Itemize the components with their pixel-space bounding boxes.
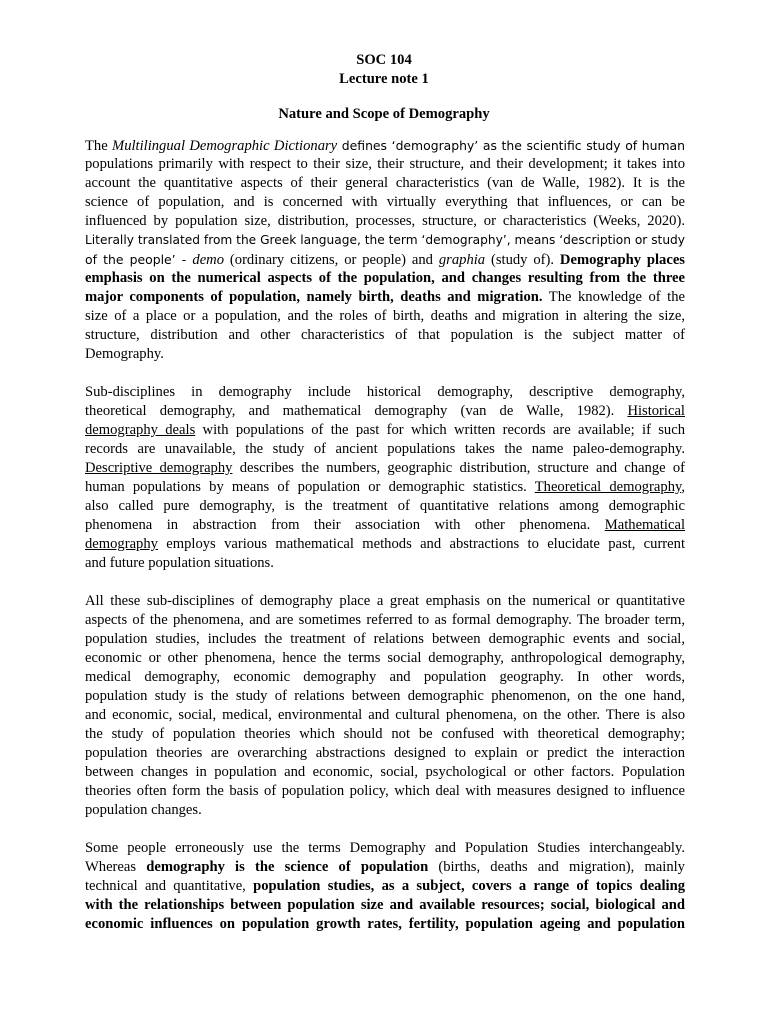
text-line: the study of population theories which should not be confused with theoretical demography;: [85, 726, 685, 742]
text-line: population studies, includes the treatment of relations between demographic events and social,: [85, 631, 685, 647]
text-line: economic or other phenomena, hence the terms social demography, anthropological demography,: [85, 650, 685, 666]
dictionary-title: Multilingual Demographic Dictionary: [112, 138, 338, 154]
text-line: account the quantitative aspects of their general characteristics (van de Walle, 1982). It is the: [85, 175, 685, 191]
paragraph-sub-disciplines: [85, 383, 685, 573]
text-line: emphasis on the numerical aspects of the population, and changes resulting from the three: [85, 270, 685, 286]
paragraph-formal-demography: [85, 592, 685, 820]
lecture-number: Lecture note 1: [339, 71, 429, 87]
text-line: All these sub-disciplines of demography place a great emphasis on the numerical or quantitative: [85, 593, 685, 609]
text-line: between changes in population and economic, social, psychological or other factors. Population: [85, 764, 685, 780]
text-line: phenomena in abstraction from their association with other phenomena. Mathematical: [85, 517, 685, 533]
text-line: population changes.: [85, 802, 202, 818]
text-line: science of population, and is concerned with virtually everything that influences, or can be: [85, 194, 685, 210]
paragraph-definition: [85, 136, 685, 364]
text-line: theoretical demography, and mathematical demography (van de Walle, 1982). Historical: [85, 403, 685, 419]
text-line: human populations by means of population or demographic statistics. Theoretical demography,: [85, 479, 685, 495]
text-line: medical demography, economic demography and population geography. In other words,: [85, 669, 685, 685]
text-line: and economic, social, medical, environmental and cultural phenomena, on the other. There is also: [85, 707, 685, 723]
text-line: Sub-disciplines in demography include historical demography, descriptive demography,: [85, 384, 685, 400]
text-line: economic influences on population growth rates, fertility, population ageing and population: [85, 916, 685, 932]
text-line: theories often form the basis of population policy, which deal with measures designed to influence: [85, 783, 685, 799]
text-line: records are unavailable, the study of ancient populations takes the name paleo-demography.: [85, 441, 685, 457]
text-line: Descriptive demography describes the numbers, geographic distribution, structure and change of: [85, 460, 685, 476]
text-line: with the relationships between population size and available resources; social, biological and: [85, 897, 685, 913]
paragraph-population-studies: [85, 839, 685, 934]
text-line: aspects of the phenomena, and are sometimes referred to as formal demography. The broader term,: [85, 612, 685, 628]
text-line: The Multilingual Demographic Dictionary defines ‘demography’ as the scientific study of human: [85, 138, 686, 154]
text-line: populations primarily with respect to their size, their structure, and their development; it takes into: [85, 156, 685, 172]
text-line: demography employs various mathematical methods and abstractions to elucidate past, current: [85, 536, 685, 552]
lecture-title: Nature and Scope of Demography: [278, 106, 490, 122]
text-line: demography deals with populations of the past for which written records are available; if such: [85, 422, 685, 438]
text-line: of the people’ - demo (ordinary citizens, or people) and graphia (study of). Demography places: [85, 252, 685, 268]
text-line: Some people erroneously use the terms Demography and Population Studies interchangeably.: [85, 840, 685, 856]
text-line: also called pure demography, is the treatment of quantitative relations among demographic: [85, 498, 685, 514]
text-line: Literally translated from the Greek language, the term ‘demography’, means ‘description or study: [85, 233, 685, 247]
text-line: influenced by population size, distribution, processes, structure, or characteristics (Weeks, 2020).: [85, 213, 685, 229]
course-code: SOC 104: [356, 52, 412, 68]
text-line: Whereas demography is the science of population (births, deaths and migration), mainly: [85, 859, 685, 875]
text-line: population study is the study of relations between demographic phenomenon, on the one hand,: [85, 688, 685, 704]
text-line: size of a place or a population, and the roles of birth, deaths and migration in altering the size,: [85, 308, 685, 324]
text-line: population theories are overarching abstractions designed to explain or predict the interaction: [85, 745, 685, 761]
text-line: and future population situations.: [85, 555, 274, 571]
text-line: major components of population, namely birth, deaths and migration. The knowledge of the: [85, 289, 685, 305]
text-line: technical and quantitative, population studies, as a subject, covers a range of topics dealing: [85, 878, 685, 894]
text-line: Demography.: [85, 346, 164, 362]
text-line: structure, distribution and other characteristics of that population is the subject matter of: [85, 327, 685, 343]
